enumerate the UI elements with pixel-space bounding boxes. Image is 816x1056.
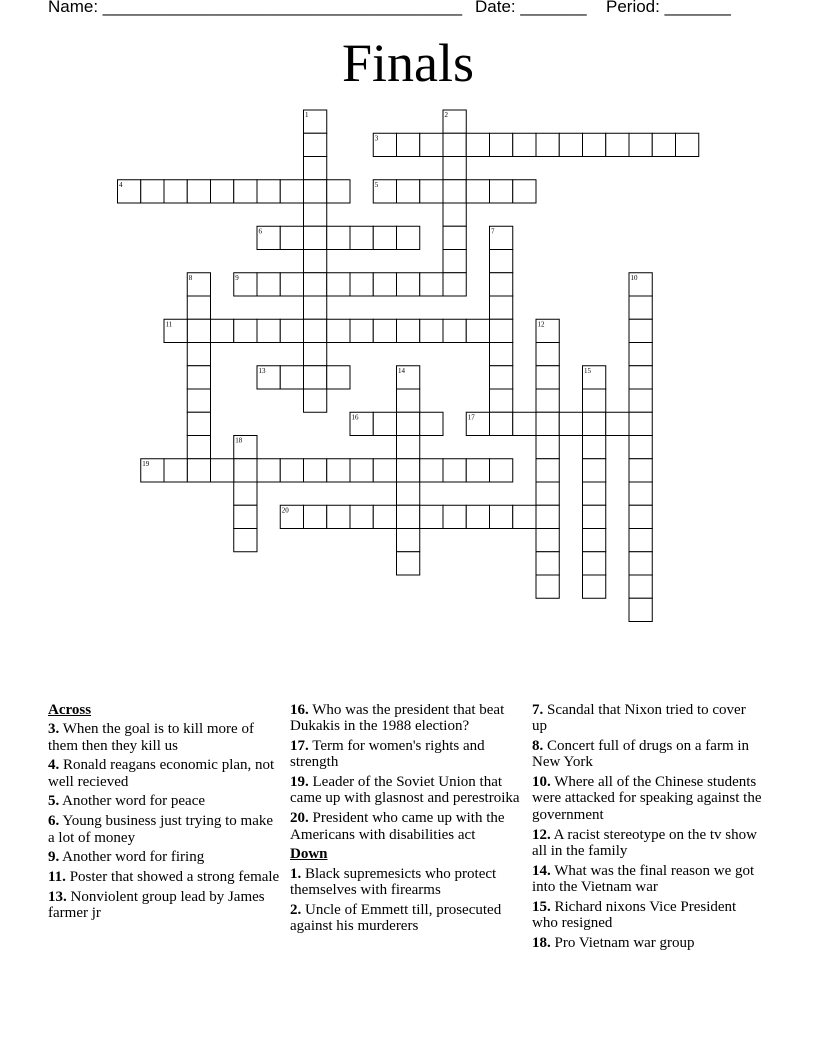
grid-cell[interactable] [257, 319, 280, 342]
grid-cell[interactable] [350, 226, 373, 249]
grid-cell[interactable] [304, 343, 327, 366]
grid-cell[interactable] [420, 505, 443, 528]
grid-cell[interactable] [490, 412, 513, 435]
clue-number: 20. [290, 810, 309, 827]
down-clue-list [290, 866, 528, 935]
grid-cell[interactable] [187, 459, 210, 482]
clue-item [48, 793, 280, 809]
clue-number: 3. [48, 721, 60, 738]
clue-number-5: 5 [374, 180, 379, 189]
grid-cell[interactable] [583, 436, 606, 459]
clue-item [290, 810, 528, 843]
grid-cell[interactable] [211, 459, 234, 482]
clue-number-16: 16 [351, 413, 359, 422]
clues-column-3 [532, 702, 762, 955]
grid-cell[interactable] [583, 552, 606, 575]
grid-cell[interactable] [187, 366, 210, 389]
period-field[interactable]: Period: _______ [606, 0, 731, 16]
grid-cell[interactable] [234, 180, 257, 203]
grid-cell[interactable] [327, 319, 350, 342]
grid-cell[interactable] [629, 529, 652, 552]
grid-cell[interactable] [397, 436, 420, 459]
clue-number-15: 15 [584, 366, 591, 375]
clue-number: 12. [532, 826, 551, 843]
grid-cell[interactable] [304, 250, 327, 273]
clue-item [48, 813, 280, 846]
grid-cell[interactable] [443, 273, 466, 296]
grid-cell[interactable] [304, 389, 327, 412]
grid-cell[interactable] [397, 552, 420, 575]
grid-cell[interactable] [327, 226, 350, 249]
grid-cell[interactable] [420, 273, 443, 296]
grid-cell[interactable] [536, 412, 559, 435]
grid-cell[interactable] [629, 505, 652, 528]
grid-cell[interactable] [420, 319, 443, 342]
clue-number: 7. [532, 702, 544, 718]
clue-number-1: 1 [305, 111, 309, 119]
clue-item [290, 738, 528, 771]
grid-cell[interactable] [490, 319, 513, 342]
clue-item [532, 702, 762, 735]
clue-number-14: 14 [398, 366, 405, 375]
clue-number-7: 7 [491, 227, 495, 236]
grid-cell[interactable] [304, 226, 327, 249]
across-clue-list-continued [290, 702, 528, 843]
clue-text: President who came up with the Americans with disabilities act [290, 810, 505, 843]
grid-cell[interactable] [187, 343, 210, 366]
grid-cell[interactable] [257, 273, 280, 296]
clue-text: Young business just trying to make a lot of money [48, 813, 274, 846]
grid-cell[interactable] [234, 529, 257, 552]
clue-number-19: 19 [142, 459, 150, 468]
grid-cell[interactable] [257, 459, 280, 482]
clue-number: 10. [532, 774, 551, 791]
clue-item [532, 863, 762, 896]
grid-cell[interactable] [536, 436, 559, 459]
clue-item [532, 774, 762, 823]
grid-cell[interactable] [397, 482, 420, 505]
clue-number: 2. [290, 901, 302, 918]
clue-text: Ronald reagans economic plan, not well recieved [48, 757, 275, 790]
grid-cell[interactable] [466, 505, 489, 528]
clue-text: Leader of the Soviet Union that came up with glasnost and perestroika [290, 774, 520, 807]
clue-number-2: 2 [444, 111, 448, 119]
grid-cell[interactable] [629, 296, 652, 319]
clue-item [48, 849, 280, 865]
grid-cell[interactable] [490, 250, 513, 273]
clue-text: Poster that showed a strong female [65, 869, 280, 886]
grid-cell[interactable] [211, 180, 234, 203]
clue-number: 1. [290, 865, 302, 882]
grid-cell[interactable] [676, 133, 699, 156]
grid-cell[interactable] [397, 273, 420, 296]
clue-text: Pro Vietnam war group [550, 934, 695, 951]
grid-cell[interactable] [629, 482, 652, 505]
clue-number-20: 20 [281, 506, 289, 515]
grid-cell[interactable] [583, 482, 606, 505]
grid-cell[interactable] [397, 389, 420, 412]
grid-cell[interactable] [420, 180, 443, 203]
clue-text: Another word for peace [59, 793, 206, 810]
clue-number: 15. [532, 898, 551, 915]
clue-number: 13. [48, 888, 67, 905]
clue-number-13: 13 [258, 366, 266, 375]
grid-cell[interactable] [536, 552, 559, 575]
clue-number-3: 3 [374, 134, 379, 143]
grid-cell[interactable] [629, 412, 652, 435]
clue-text: Concert full of drugs on a farm in New York [532, 738, 750, 771]
grid-cell[interactable] [513, 412, 536, 435]
grid-cell[interactable] [466, 459, 489, 482]
clues-column-1 [48, 702, 280, 925]
grid-cell[interactable] [536, 343, 559, 366]
clue-number: 16. [290, 702, 309, 718]
grid-cell[interactable] [490, 343, 513, 366]
date-field[interactable]: Date: _______ [475, 0, 587, 16]
grid-cell[interactable] [234, 319, 257, 342]
grid-cell[interactable] [490, 366, 513, 389]
grid-cell[interactable] [583, 389, 606, 412]
grid-cell[interactable] [443, 157, 466, 180]
grid-cell[interactable] [420, 133, 443, 156]
clue-text: A racist stereotype on the tv show all in the family [532, 826, 757, 859]
grid-cell[interactable] [629, 319, 652, 342]
grid-cell[interactable] [187, 296, 210, 319]
clue-text: Scandal that Nixon tried to cover up [532, 702, 746, 735]
grid-cell[interactable] [443, 505, 466, 528]
grid-cell[interactable] [513, 180, 536, 203]
grid-cell[interactable] [350, 273, 373, 296]
grid-cell[interactable] [373, 505, 396, 528]
clue-item [48, 869, 280, 885]
clue-number: 9. [48, 849, 60, 866]
clue-number: 18. [532, 934, 551, 951]
clue-number: 19. [290, 774, 309, 791]
grid-cell[interactable] [629, 436, 652, 459]
grid-cell[interactable] [187, 389, 210, 412]
grid-cell[interactable] [304, 273, 327, 296]
grid-cell[interactable] [606, 412, 629, 435]
grid-cell[interactable] [583, 575, 606, 598]
grid-cell[interactable] [234, 459, 257, 482]
grid-cell[interactable] [397, 529, 420, 552]
grid-cell[interactable] [304, 505, 327, 528]
across-heading: Across [48, 702, 92, 718]
grid-cell[interactable] [490, 389, 513, 412]
grid-cell[interactable] [373, 459, 396, 482]
grid-cell[interactable] [443, 180, 466, 203]
grid-cell[interactable] [536, 482, 559, 505]
grid-cell[interactable] [536, 529, 559, 552]
clue-text: Uncle of Emmett till, prosecuted against his murderers [290, 901, 502, 935]
grid-cell[interactable] [583, 505, 606, 528]
across-clue-list [48, 721, 280, 921]
grid-cell[interactable] [211, 319, 234, 342]
grid-cell[interactable] [257, 180, 280, 203]
clue-number-18: 18 [235, 436, 243, 445]
grid-cell[interactable] [327, 459, 350, 482]
grid-cell[interactable] [327, 180, 350, 203]
grid-cell[interactable] [397, 459, 420, 482]
grid-cell[interactable] [583, 412, 606, 435]
grid-cell[interactable] [304, 180, 327, 203]
grid-cell[interactable] [559, 412, 582, 435]
grid-cell[interactable] [350, 459, 373, 482]
grid-cell[interactable] [443, 203, 466, 226]
clues-column-2 [290, 702, 528, 938]
grid-cell[interactable] [397, 133, 420, 156]
grid-cell[interactable] [629, 459, 652, 482]
grid-cell[interactable] [490, 180, 513, 203]
grid-cell[interactable] [490, 296, 513, 319]
grid-cell[interactable] [280, 273, 303, 296]
clue-item [48, 721, 280, 754]
grid-cell[interactable] [280, 226, 303, 249]
clue-text: When the goal is to kill more of them then they kill us [48, 721, 254, 754]
clue-number-8: 8 [188, 273, 193, 282]
clue-number: 6. [48, 813, 60, 830]
grid-cell[interactable] [373, 226, 396, 249]
clue-item [290, 902, 528, 935]
clue-item [48, 757, 280, 790]
grid-cell[interactable] [280, 459, 303, 482]
grid-cell[interactable] [397, 319, 420, 342]
clue-text: Richard nixons Vice President who resigned [532, 898, 737, 932]
grid-cell[interactable] [629, 366, 652, 389]
grid-cell[interactable] [327, 273, 350, 296]
clue-item [290, 774, 528, 807]
grid-cell[interactable] [443, 459, 466, 482]
grid-cell[interactable] [187, 412, 210, 435]
grid-cell[interactable] [513, 505, 536, 528]
grid-cell[interactable] [606, 133, 629, 156]
grid-cell[interactable] [490, 459, 513, 482]
grid-cell[interactable] [536, 389, 559, 412]
clue-number-9: 9 [235, 273, 239, 282]
clue-number-17: 17 [467, 413, 475, 422]
grid-cell[interactable] [304, 157, 327, 180]
clue-text: Where all of the Chinese students were attacked for speaking against the government [532, 774, 762, 823]
clue-number-6: 6 [258, 227, 262, 236]
grid-cell[interactable] [397, 226, 420, 249]
grid-cell[interactable] [583, 529, 606, 552]
grid-cell[interactable] [629, 552, 652, 575]
grid-cell[interactable] [443, 319, 466, 342]
clue-item [532, 827, 762, 860]
grid-cell[interactable] [443, 250, 466, 273]
grid-cell[interactable] [443, 133, 466, 156]
grid-cell[interactable] [397, 505, 420, 528]
grid-cell[interactable] [304, 459, 327, 482]
grid-cell[interactable] [397, 412, 420, 435]
page-title: Finals [341, 33, 475, 93]
grid-cell[interactable] [280, 319, 303, 342]
grid-cell[interactable] [420, 459, 443, 482]
clue-item [532, 738, 762, 771]
grid-cell[interactable] [304, 133, 327, 156]
down-clue-list-continued [532, 702, 762, 951]
grid-cell[interactable] [304, 319, 327, 342]
clue-item [532, 899, 762, 932]
clue-number-10: 10 [630, 273, 638, 282]
grid-cell[interactable] [304, 203, 327, 226]
grid-cell[interactable] [536, 505, 559, 528]
down-heading: Down [290, 846, 328, 863]
clue-number: 14. [532, 862, 551, 879]
grid-cell[interactable] [536, 575, 559, 598]
clue-number: 8. [532, 738, 544, 755]
grid-cell[interactable] [187, 436, 210, 459]
grid-cell[interactable] [559, 133, 582, 156]
grid-cell[interactable] [466, 180, 489, 203]
grid-cell[interactable] [629, 343, 652, 366]
grid-cell[interactable] [629, 389, 652, 412]
grid-cell[interactable] [536, 459, 559, 482]
grid-cell[interactable] [350, 505, 373, 528]
clue-number: 11. [48, 869, 66, 886]
grid-cell[interactable] [373, 319, 396, 342]
grid-cell[interactable] [373, 412, 396, 435]
clue-item [290, 866, 528, 899]
grid-cell[interactable] [652, 133, 675, 156]
clue-text: Another word for firing [59, 849, 205, 866]
grid-cell[interactable] [164, 180, 187, 203]
grid-cell[interactable] [629, 133, 652, 156]
grid-cell[interactable] [536, 133, 559, 156]
grid-cell[interactable] [490, 133, 513, 156]
grid-cell[interactable] [280, 366, 303, 389]
grid-cell[interactable] [513, 133, 536, 156]
clue-item [290, 702, 528, 735]
grid-cell[interactable] [397, 180, 420, 203]
clue-text: Black supremesicts who protect themselves with firearms [290, 865, 497, 898]
grid-cell[interactable] [373, 273, 396, 296]
clue-text: Who was the president that beat Dukakis in the 1988 election? [290, 702, 505, 735]
grid-cell[interactable] [141, 180, 164, 203]
clue-item [48, 889, 280, 922]
clue-number: 5. [48, 793, 60, 810]
grid-cell[interactable] [164, 459, 187, 482]
grid-cell[interactable] [583, 133, 606, 156]
grid-cell[interactable] [490, 505, 513, 528]
clue-text: Term for women's rights and strength [290, 738, 485, 771]
grid-cell[interactable] [629, 598, 652, 621]
grid-cell[interactable] [327, 505, 350, 528]
grid-cell[interactable] [187, 180, 210, 203]
grid-cell[interactable] [443, 226, 466, 249]
grid-cell[interactable] [466, 319, 489, 342]
clue-text: What was the final reason we got into the Vietnam war [532, 862, 755, 895]
grid-cell[interactable] [187, 319, 210, 342]
grid-cell[interactable] [234, 482, 257, 505]
grid-cell[interactable] [280, 180, 303, 203]
name-field[interactable]: Name: ______________________________________ [48, 0, 463, 16]
grid-cell[interactable] [327, 366, 350, 389]
grid-cell[interactable] [490, 273, 513, 296]
grid-cell[interactable] [536, 366, 559, 389]
clue-number-4: 4 [119, 180, 123, 189]
grid-cell[interactable] [304, 366, 327, 389]
clue-number-12: 12 [537, 320, 545, 329]
grid-cell[interactable] [583, 459, 606, 482]
grid-cell[interactable] [466, 133, 489, 156]
clue-item [532, 935, 762, 951]
grid-cell[interactable] [304, 296, 327, 319]
clue-number-11: 11 [165, 320, 173, 329]
clue-number: 17. [290, 738, 309, 755]
grid-cell[interactable] [234, 505, 257, 528]
grid-cell[interactable] [420, 412, 443, 435]
grid-cell[interactable] [629, 575, 652, 598]
grid-cell[interactable] [350, 319, 373, 342]
clue-number: 4. [48, 757, 60, 774]
clue-text: Nonviolent group lead by James farmer jr [48, 888, 265, 922]
